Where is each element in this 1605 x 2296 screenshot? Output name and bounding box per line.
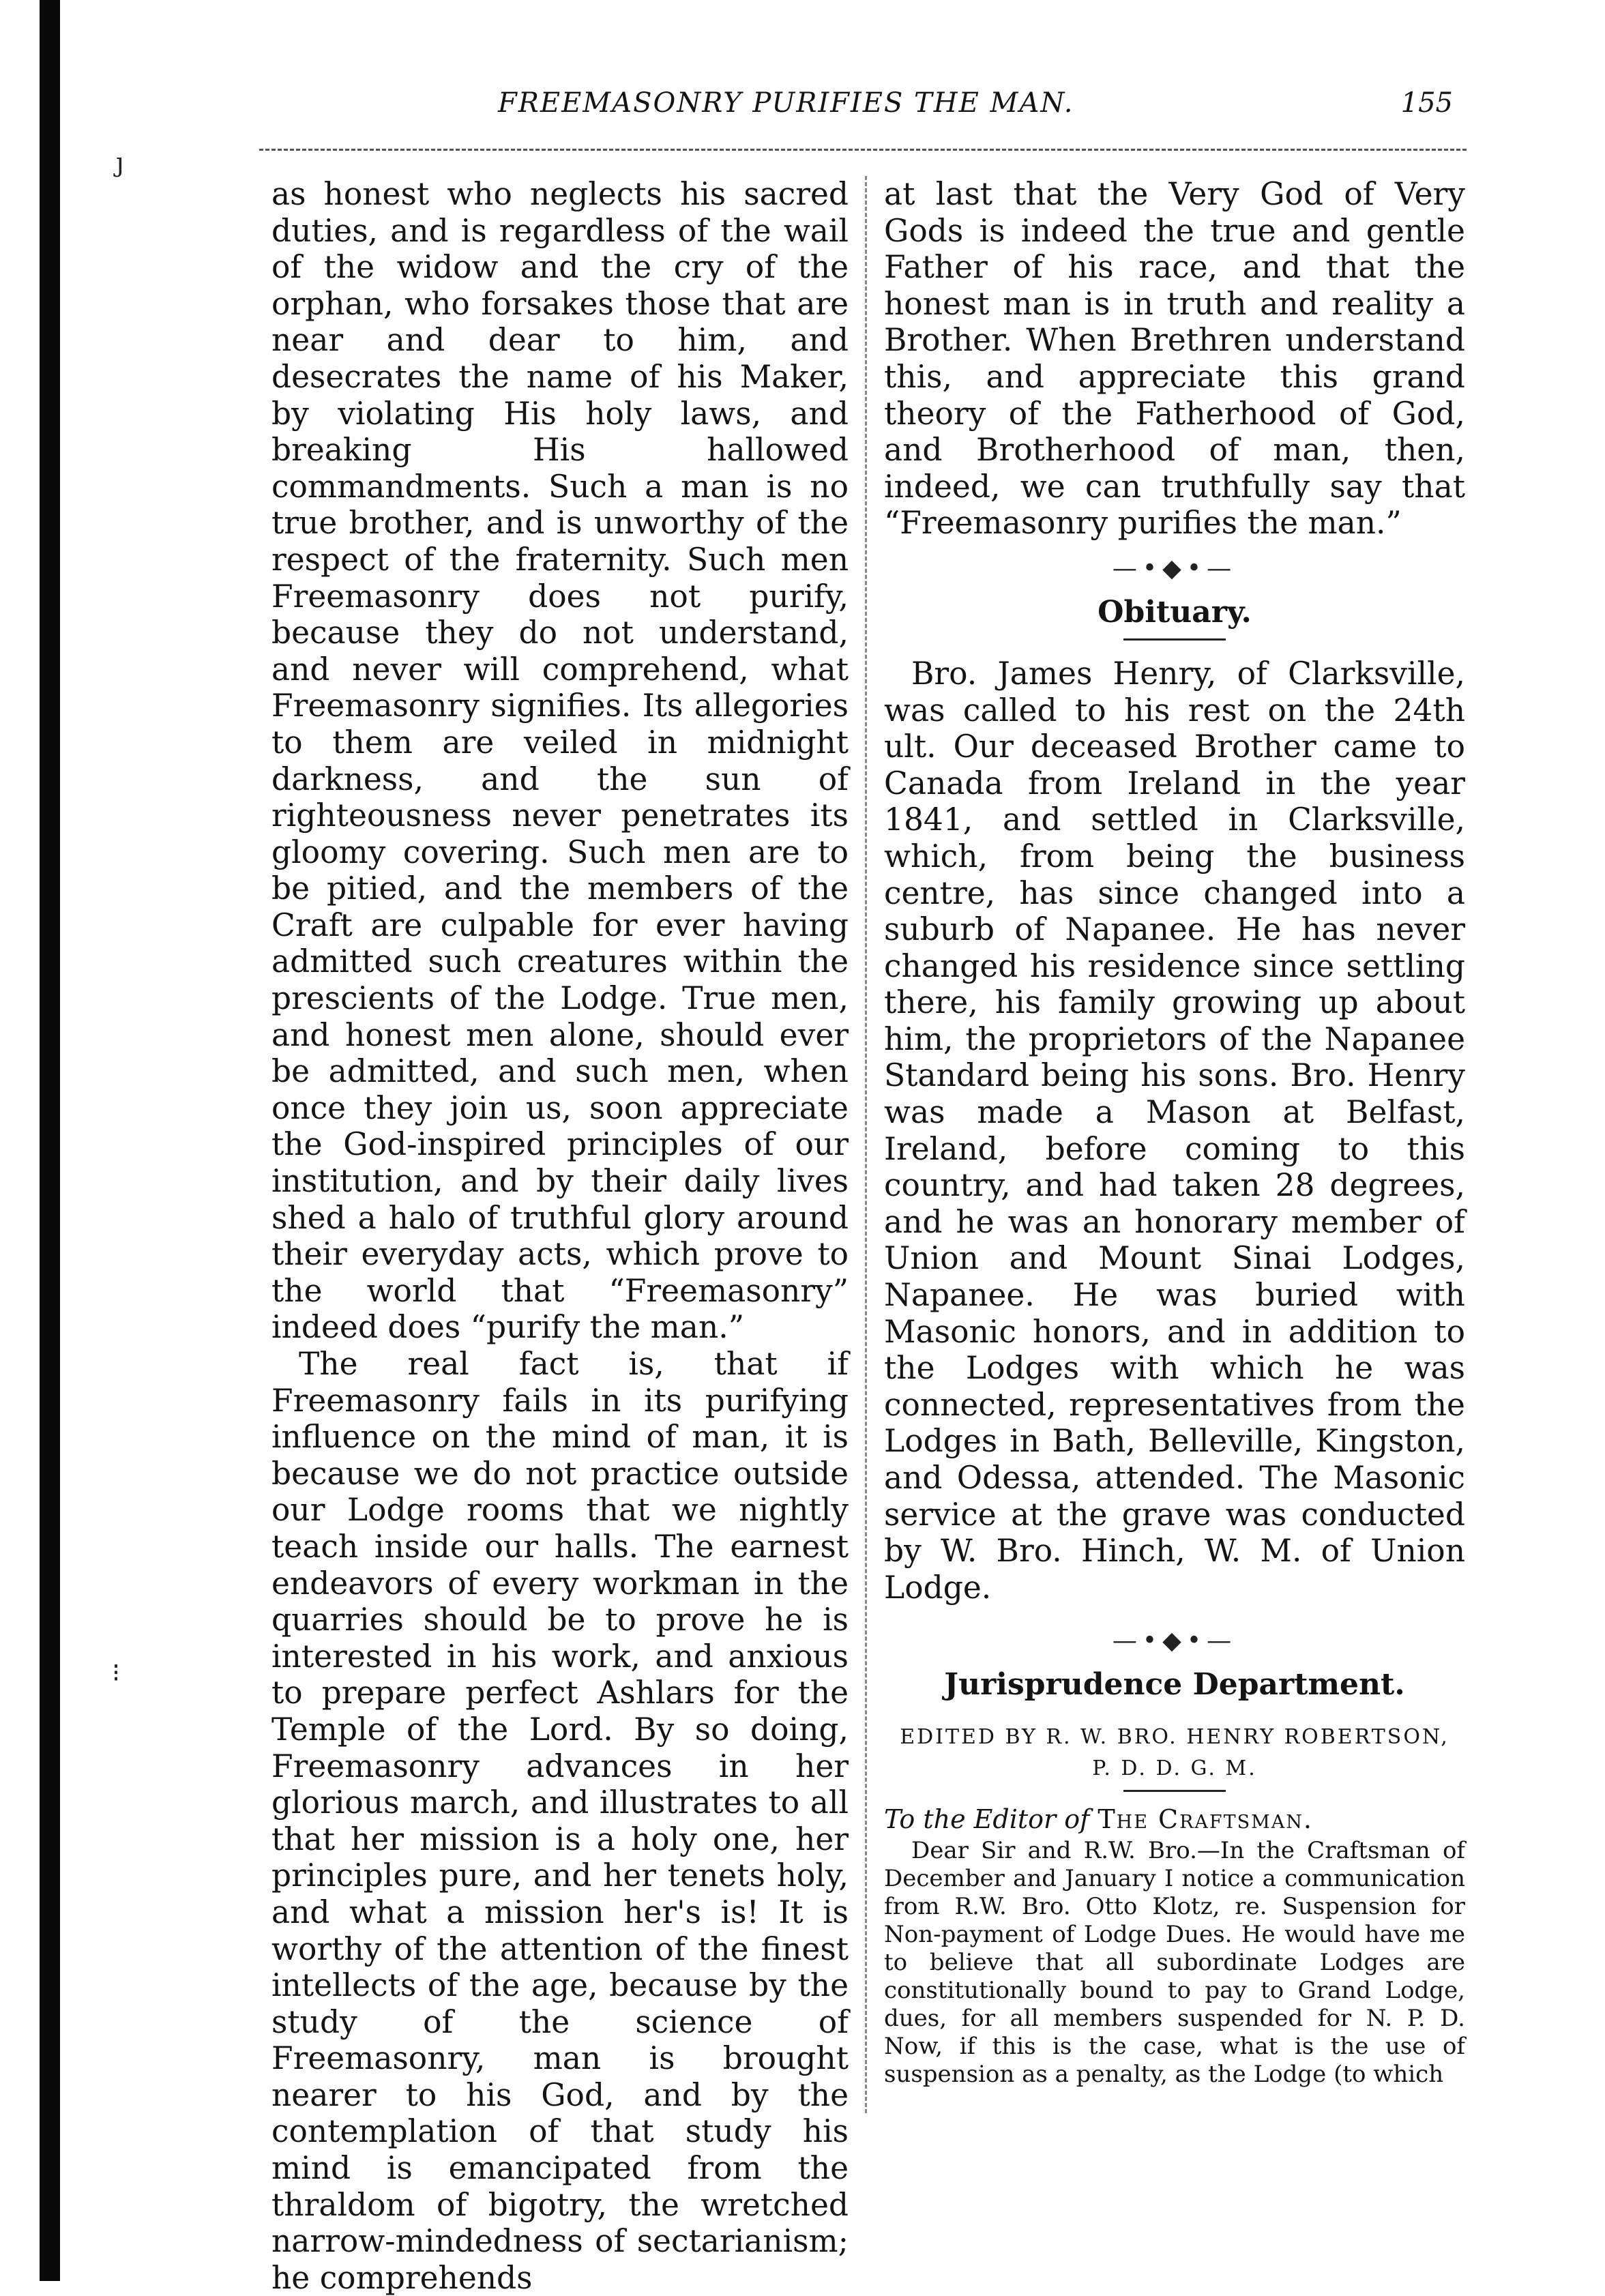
article-paragraph: as honest who neglects his sacred duties, and is regardless of the wail of the widow and the cry of the orphan, who forsakes those that are near and dear to him, and desecrates the name of his Maker, by violating His holy laws, and breaking His hallowed commandments. Such a man is no true brother, and is unworthy of the respect of the fraternity. Such men Freemasonry does not purify, because they do not understand, and never will comprehend, what Freemasonry signifies. Its allegories to them are veiled in midnight darkness, and the sun of righteousness never penetrates its gloomy covering. Such men are to be pitied, and the members of the Craft are culpable for ever having admitted such creatures within the prescients of the Lodge. True men, and honest men alone, should ever be admitted, and such men, when once they join us, soon appreciate the God-inspired principles of our institution, and by their daily lives shed a halo of truthful glory around their everyday acts, which prove to the world that “Freemasonry” indeed does “purify the man.” (271, 176, 849, 1346)
column-divider (865, 176, 867, 2113)
article-paragraph-continued: at last that the Very God of Very Gods is indeed the true and gentle Father of his race, and that the honest man is in truth and reality a Brother. When Brethren understand this, and appreciate this grand theory of the Fatherhood of God, and Brotherhood of man, then, indeed, we can truthfully say that “Freemasonry purifies the man.” (884, 176, 1465, 542)
editor-title: P. D. D. G. M. (1092, 1756, 1257, 1781)
left-column (271, 176, 849, 2296)
page-binding-edge (40, 0, 60, 2281)
right-column (884, 176, 1465, 2089)
letter-text: Dear Sir and R.W. Bro.—In the Craftsman of December and January I notice a communication from R.W. Bro. Otto Klotz, re. Suspension for Non-payment of Lodge Dues. He would have me to believe that all subordinate Lodges are constitutionally bound to pay to Grand Lodge, dues, for all members suspended for N. P. D. Now, if this is the case, what is the use of suspension as a penalty, as the Lodge (to which (884, 1837, 1465, 2089)
margin-mark: ȷ (116, 147, 124, 177)
running-title: FREEMASONRY PURIFIES THE MAN. (498, 87, 1074, 119)
letter-salutation (884, 1801, 1465, 1837)
running-header (225, 87, 1453, 135)
editor-credit: EDITED BY R. W. BRO. HENRY ROBERTSON, (900, 1725, 1449, 1750)
publication-name: The Craftsman. (1098, 1804, 1313, 1835)
obituary-text: Bro. James Henry, of Clarksville, was called to his rest on the 24th ult. Our deceased Brother came to Canada from Ireland in the year 1841, and settled in Clarksville, which, from being the business centre, has since changed into a suburb of Napanee. He has never changed his residence since settling there, his family growing up about him, the proprietors of the Napanee Standard being his sons. Bro. Henry was made a Mason at Belfast, Ireland, before coming to this country, and had taken 28 degrees, and he was an honorary member of Union and Mount Sinai Lodges, Napanee. He was buried with Masonic honors, and in addition to the Lodges with which he was connected, representatives from the Lodges in Bath, Belleville, Kingston, and Odessa, attended. The Masonic service at the grave was conducted by W. Bro. Hinch, W. M. of Union Lodge. (884, 655, 1465, 1606)
heading-rule (1123, 638, 1226, 641)
article-paragraph: The real fact is, that if Freemasonry fails in its purifying influence on the mind of man, it is because we do not practice outside our Lodge rooms that we nightly teach inside our halls. The earnest endeavors of every workman in the quarries should be to prove he is interested in his work, and anxious to prepare perfect Ashlars for the Temple of the Lord. By so doing, Freemasonry advances in her glorious march, and illustrates to all that her mission is a holy one, her principles pure, and her tenets holy, and what a mission her's is! It is worthy of the attention of the finest intellects of the age, because by the study of the science of Freemasonry, man is brought nearer to his God, and by the contemplation of that study his mind is emancipated from the thraldom of bigotry, the wretched narrow-mindedness of sectarianism; he comprehends (271, 1346, 849, 2296)
section-ornament: —•◆•— (1112, 554, 1237, 583)
heading-rule (1123, 1790, 1226, 1792)
section-ornament: —•◆•— (1112, 1627, 1237, 1655)
obituary-heading: Obituary. (1098, 594, 1252, 630)
to-editor-prefix: To the Editor of (884, 1804, 1090, 1835)
page-number: 155 (1400, 87, 1453, 119)
jurisprudence-heading: Jurisprudence Department. (944, 1667, 1405, 1703)
header-rule (259, 149, 1467, 151)
margin-mark: ⁝ (112, 1658, 121, 1688)
